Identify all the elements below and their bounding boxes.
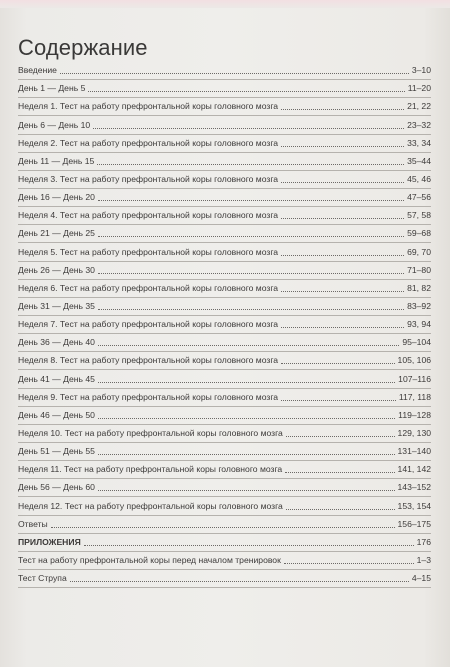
toc-entry: [18, 98, 431, 116]
toc-entry-title: День 26 — День 30: [18, 264, 95, 275]
toc-entry-pages: 1–3: [416, 554, 431, 565]
toc-entry-title: День 36 — День 40: [18, 337, 95, 348]
toc-entry-title: Неделя 10. Тест на работу префронтальной коры головного мозга: [18, 427, 283, 438]
dot-leader: [60, 62, 409, 74]
dot-leader: [98, 371, 395, 383]
toc-entry-pages: 83–92: [407, 300, 431, 311]
toc-entry: [18, 370, 431, 388]
toc-entry-pages: 119–128: [398, 409, 431, 420]
dot-leader: [281, 207, 404, 219]
toc-entry: [18, 225, 431, 243]
dot-leader: [286, 425, 395, 437]
dot-leader: [70, 570, 409, 582]
toc-entry: [18, 425, 431, 443]
toc-entry: [18, 135, 431, 153]
toc-entry-title: Ответы: [18, 518, 48, 529]
toc-entry-pages: 45, 46: [407, 173, 431, 184]
toc-entry: [18, 552, 431, 570]
toc-entry: [18, 116, 431, 134]
toc-entry-title: Неделя 1. Тест на работу префронтальной коры головного мозга: [18, 101, 279, 112]
toc-entry-title: День 11 — День 15: [18, 155, 95, 166]
toc-entry-pages: 143–152: [397, 482, 431, 493]
toc-entry-title: Неделя 2. Тест на работу префронтальной коры головного мозга: [18, 137, 279, 148]
dot-leader: [98, 334, 399, 346]
toc-entry-pages: 69, 70: [407, 246, 431, 257]
toc-entry-title: Тест на работу префронтальной коры перед началом тренировок: [18, 554, 281, 565]
toc-entry: [18, 189, 431, 207]
toc-entry-pages: 176: [416, 536, 431, 547]
dot-leader: [93, 117, 404, 129]
toc-entry-title: Неделя 12. Тест на работу префронтальной коры головного мозга: [18, 500, 283, 511]
toc-entry-pages: 47–56: [407, 192, 431, 203]
toc-entry: [18, 80, 431, 98]
toc-entry-title: Неделя 5. Тест на работу префронтальной коры головного мозга: [18, 246, 279, 257]
toc-entry: [18, 280, 431, 298]
dot-leader: [98, 443, 395, 455]
toc-entry: [18, 516, 431, 534]
toc-entry-title: Тест Струпа: [18, 573, 67, 584]
bleed-through-text: [300, 44, 440, 60]
toc-entry: [18, 171, 431, 189]
toc-entry: [18, 262, 431, 280]
dot-leader: [281, 280, 404, 292]
toc-entry-title: День 51 — День 55: [18, 446, 95, 457]
toc-entry-pages: 156–175: [397, 518, 431, 529]
toc-entry: [18, 207, 431, 225]
dot-leader: [281, 244, 404, 256]
toc-entry-pages: 23–32: [407, 119, 431, 130]
toc-entry-title: Неделя 9. Тест на работу префронтальной коры головного мозга: [18, 391, 279, 402]
dot-leader: [285, 461, 394, 473]
toc-entry-title: ПРИЛОЖЕНИЯ: [18, 536, 81, 547]
toc-entry-title: Неделя 6. Тест на работу префронтальной коры головного мозга: [18, 282, 279, 293]
toc-entry-title: Введение: [18, 65, 57, 76]
dot-leader: [88, 80, 404, 92]
toc-entry: [18, 407, 431, 425]
toc-entry-pages: 153, 154: [397, 500, 431, 511]
toc-entry: [18, 334, 431, 352]
dot-leader: [98, 189, 404, 201]
dot-leader: [281, 352, 394, 364]
toc-entry-pages: 57, 58: [407, 210, 431, 221]
toc-entry-title: Неделя 4. Тест на работу префронтальной коры головного мозга: [18, 210, 279, 221]
toc-entry: [18, 298, 431, 316]
toc-entry-pages: 117, 118: [398, 391, 431, 402]
dot-leader: [286, 498, 395, 510]
dot-leader: [281, 98, 404, 110]
toc-entry-pages: 33, 34: [407, 137, 431, 148]
dot-leader: [98, 225, 404, 237]
toc-entry: [18, 443, 431, 461]
toc-entry-title: День 16 — День 20: [18, 192, 95, 203]
dot-leader: [281, 135, 404, 147]
toc-entry-title: День 6 — День 10: [18, 119, 91, 130]
toc-entry-title: День 56 — День 60: [18, 482, 95, 493]
dot-leader: [281, 316, 404, 328]
page-title: Содержание: [18, 34, 148, 60]
toc-entry-title: Неделя 8. Тест на работу префронтальной коры головного мозга: [18, 355, 279, 366]
dot-leader: [51, 516, 395, 528]
toc-entry-pages: 59–68: [407, 228, 431, 239]
toc-entry-pages: 4–15: [411, 573, 431, 584]
toc-entry-pages: 71–80: [407, 264, 431, 275]
toc-entry: [18, 479, 431, 497]
toc-entry: [18, 243, 431, 261]
toc-entry-pages: 81, 82: [407, 282, 431, 293]
toc-entry-title: День 21 — День 25: [18, 228, 95, 239]
toc-entry-title: День 31 — День 35: [18, 300, 95, 311]
toc-entry-pages: 131–140: [397, 446, 431, 457]
toc-entry-pages: 141, 142: [397, 464, 431, 475]
toc-entry-title: Неделя 3. Тест на работу префронтальной коры головного мозга: [18, 173, 279, 184]
toc-entry: [18, 316, 431, 334]
toc-entry-pages: 93, 94: [407, 319, 431, 330]
toc-entry: [18, 497, 431, 515]
toc-entry-pages: 95–104: [402, 337, 431, 348]
toc-entry-pages: 11–20: [407, 83, 431, 94]
toc-entry-pages: 35–44: [407, 155, 431, 166]
toc-entry: [18, 570, 431, 588]
dot-leader: [97, 153, 404, 165]
dot-leader: [284, 552, 414, 564]
toc-section-heading: [18, 534, 431, 552]
toc-entry-title: День 1 — День 5: [18, 83, 86, 94]
toc-entry-title: Неделя 11. Тест на работу префронтальной коры головного мозга: [18, 464, 283, 475]
toc-entry-title: День 46 — День 50: [18, 409, 95, 420]
dot-leader: [84, 534, 414, 546]
toc-entry: [18, 62, 431, 80]
table-of-contents: [18, 62, 431, 588]
toc-entry-pages: 107–116: [398, 373, 431, 384]
page-bottom-margin: [0, 632, 450, 667]
dot-leader: [281, 389, 396, 401]
page-top-edge: [0, 0, 450, 8]
dot-leader: [281, 171, 404, 183]
dot-leader: [98, 298, 404, 310]
toc-entry-pages: 3–10: [411, 65, 431, 76]
dot-leader: [98, 479, 395, 491]
toc-entry-title: День 41 — День 45: [18, 373, 95, 384]
toc-entry: [18, 461, 431, 479]
toc-entry-pages: 21, 22: [407, 101, 431, 112]
dot-leader: [98, 407, 395, 419]
toc-entry: [18, 352, 431, 370]
toc-entry-title: Неделя 7. Тест на работу префронтальной коры головного мозга: [18, 319, 279, 330]
toc-entry: [18, 153, 431, 171]
toc-entry-pages: 129, 130: [397, 427, 431, 438]
toc-entry-pages: 105, 106: [397, 355, 431, 366]
toc-entry: [18, 389, 431, 407]
dot-leader: [98, 262, 404, 274]
